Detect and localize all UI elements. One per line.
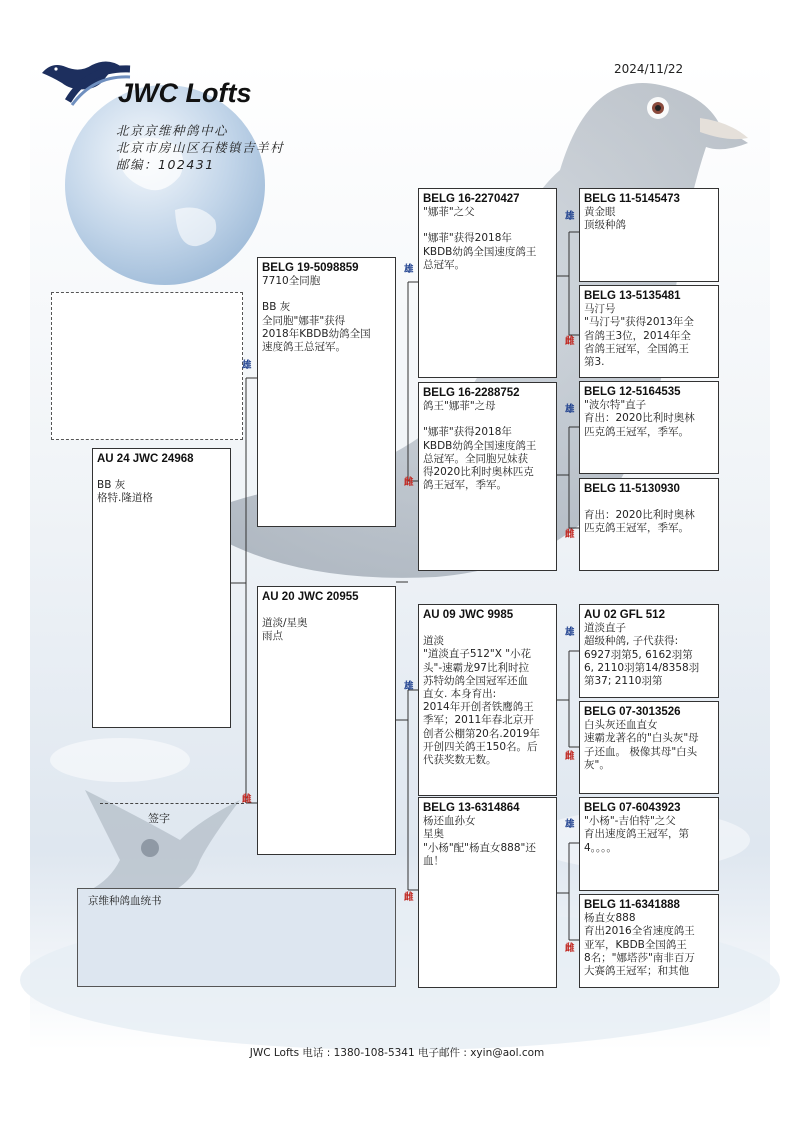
dsd-card[interactable] bbox=[579, 701, 719, 794]
female-mark: 雌 bbox=[565, 336, 575, 347]
signature-label: 签字 bbox=[148, 812, 170, 825]
card-line: 8名；"娜塔莎"南非百万 bbox=[584, 951, 695, 964]
ring-number: BELG 07-6043923 bbox=[584, 802, 681, 814]
card-line: "波尔特"直子 bbox=[584, 399, 647, 412]
certificate-label: 京维种鸽血统书 bbox=[88, 895, 162, 907]
card-line: 第37; 2110羽第 bbox=[584, 675, 663, 688]
sdd-card[interactable] bbox=[579, 478, 719, 571]
card-line: 速霸龙著名的"白头灰"母 bbox=[584, 732, 699, 745]
card-line: 子还血。 极像其母"白头 bbox=[584, 745, 698, 758]
card-line: 苏特幼鸽全国冠军还血 bbox=[423, 674, 528, 687]
card-line: 6, 2110羽第14/8358羽 bbox=[584, 661, 700, 674]
sire-sire-card[interactable] bbox=[418, 188, 557, 378]
card-line: "小杨"-吉伯特"之父 bbox=[584, 815, 676, 828]
card-line: 育出速度鸽王冠军，第 bbox=[584, 828, 689, 841]
dds-card[interactable] bbox=[579, 797, 719, 891]
address-line-1: 北京京维种鸽中心 bbox=[116, 123, 229, 138]
card-line: 省鸽王冠军，全国鸽王 bbox=[584, 342, 689, 355]
male-mark: 雄 bbox=[404, 264, 414, 275]
address-line-3: 邮编：102431 bbox=[116, 157, 215, 172]
card-line: "娜菲"获得2018年 bbox=[423, 232, 512, 245]
ring-number: AU 02 GFL 512 bbox=[584, 609, 665, 621]
card-line: 马汀号 bbox=[584, 303, 616, 316]
card-line: BB 灰 bbox=[262, 301, 291, 314]
card-line bbox=[584, 496, 714, 509]
ring-number: BELG 07-3013526 bbox=[584, 706, 681, 718]
card-line: 开创四关鸽王150名。后 bbox=[423, 740, 538, 753]
card-line: 代获奖数无数。 bbox=[423, 754, 497, 767]
card-line: 匹克鸽王冠军，季军。 bbox=[584, 522, 689, 535]
card-line: 育出2016全省速度鸽王 bbox=[584, 925, 695, 938]
card-line: 速度鸽王总冠军。 bbox=[262, 341, 346, 354]
card-line: 亚军，KBDB全国鸽王 bbox=[584, 938, 687, 951]
card-line: 雨点 bbox=[262, 630, 283, 643]
card-line: 杨还血孙女 bbox=[423, 815, 476, 828]
brand-name: JWC Lofts bbox=[118, 78, 252, 108]
card-line: 创者公棚第20名.2019年 bbox=[423, 727, 540, 740]
card-line: 道淡直子 bbox=[584, 622, 626, 635]
card-line: 得2020比利时奥林匹克 bbox=[423, 466, 534, 479]
ring-number: BELG 12-5164535 bbox=[584, 386, 681, 398]
ssd-card[interactable] bbox=[579, 285, 719, 378]
ring-number: BELG 11-6341888 bbox=[584, 899, 680, 911]
card-line: "娜菲"之父 bbox=[423, 206, 475, 219]
ring-number: BELG 11-5145473 bbox=[584, 193, 680, 205]
card-line: 第3. bbox=[584, 356, 605, 369]
card-line: KBDB幼鸽全国速度鸽王 bbox=[423, 245, 537, 258]
card-line: KBDB幼鸽全国速度鸽王 bbox=[423, 439, 537, 452]
card-line: 头"-速霸龙97比利时拉 bbox=[423, 661, 529, 674]
card-line: 直女. 本身育出: bbox=[423, 688, 497, 701]
dam-sire-card[interactable] bbox=[418, 604, 557, 796]
card-line: 顶级种鸽 bbox=[584, 219, 626, 232]
card-line bbox=[423, 413, 552, 426]
dam-dam-card[interactable] bbox=[418, 797, 557, 988]
card-line: 2018年KBDB幼鸽全国 bbox=[262, 327, 371, 340]
footer-contact: JWC Lofts 电话 : 1380-108-5341 电子邮件 : xyin@aol.com bbox=[249, 1047, 545, 1059]
sire-card[interactable] bbox=[257, 257, 396, 527]
male-mark: 雄 bbox=[404, 681, 414, 692]
card-line: 灰"。 bbox=[584, 758, 610, 771]
card-line: 总冠军。 bbox=[423, 258, 465, 271]
card-line: 道淡/星奥 bbox=[262, 617, 308, 630]
card-line: 道淡 bbox=[423, 635, 444, 648]
card-line: 育出：2020比利时奥林 bbox=[584, 509, 695, 522]
card-line: 鸽王"娜菲"之母 bbox=[423, 400, 496, 413]
female-mark: 雌 bbox=[565, 943, 575, 954]
card-line: 总冠军。全同胞兄妹获 bbox=[423, 452, 528, 465]
female-mark: 雌 bbox=[404, 477, 414, 488]
signature-line bbox=[100, 803, 244, 804]
card-line bbox=[262, 288, 391, 301]
female-mark: 雌 bbox=[242, 794, 252, 805]
card-line: 育出：2020比利时奥林 bbox=[584, 412, 695, 425]
card-line: 杨直女888 bbox=[584, 912, 636, 925]
card-line: 2014年开创者铁鹰鸽王 bbox=[423, 701, 534, 714]
card-line: 7710全同胞 bbox=[262, 275, 321, 288]
card-line: 6927羽第5, 6162羽第 bbox=[584, 648, 693, 661]
card-line bbox=[97, 466, 226, 479]
card-line bbox=[423, 622, 552, 635]
card-line bbox=[423, 219, 552, 232]
ring-number: BELG 11-5130930 bbox=[584, 483, 680, 495]
female-mark: 雌 bbox=[565, 751, 575, 762]
card-line: 白头灰还血直女 bbox=[584, 719, 658, 732]
male-mark: 雄 bbox=[565, 211, 575, 222]
card-line: 超级种鸽, 子代获得: bbox=[584, 635, 679, 648]
card-line: 省鸽王3位，2014年全 bbox=[584, 329, 691, 342]
ring-number: BELG 19-5098859 bbox=[262, 262, 359, 274]
ring-number: AU 20 JWC 20955 bbox=[262, 591, 359, 603]
certificate-box bbox=[77, 888, 396, 987]
female-mark: 雌 bbox=[404, 892, 414, 903]
ring-number: BELG 16-2270427 bbox=[423, 193, 520, 205]
date-text: 2024/11/22 bbox=[614, 62, 684, 76]
card-line: 大赛鸽王冠军；和其他 bbox=[584, 965, 689, 978]
card-line bbox=[262, 604, 391, 617]
ring-number: BELG 16-2288752 bbox=[423, 387, 520, 399]
ring-number: BELG 13-6314864 bbox=[423, 802, 520, 814]
ddd-card[interactable] bbox=[579, 894, 719, 988]
card-line: "娜菲"获得2018年 bbox=[423, 426, 512, 439]
card-line: 星奥 bbox=[423, 828, 444, 841]
male-mark: 雄 bbox=[565, 404, 575, 415]
address-line-2: 北京市房山区石楼镇吉羊村 bbox=[116, 140, 285, 155]
female-mark: 雌 bbox=[565, 529, 575, 540]
card-line: 黄金眼 bbox=[584, 206, 616, 219]
card-line: 匹克鸽王冠军，季军。 bbox=[584, 425, 689, 438]
card-line: 血！ bbox=[423, 854, 444, 867]
sds-card[interactable] bbox=[579, 381, 719, 474]
sire-dam-card[interactable] bbox=[418, 382, 557, 571]
card-line: 4。。。。 bbox=[584, 841, 617, 854]
sss-card[interactable] bbox=[579, 188, 719, 282]
card-line: "小杨"配"杨直女888"还 bbox=[423, 841, 536, 854]
card-line: 格特.隆道格 bbox=[97, 492, 153, 505]
dss-card[interactable] bbox=[579, 604, 719, 698]
ring-number: BELG 13-5135481 bbox=[584, 290, 681, 302]
male-mark: 雄 bbox=[242, 360, 252, 371]
subject-card[interactable] bbox=[92, 448, 231, 728]
ring-number: AU 09 JWC 9985 bbox=[423, 609, 514, 621]
card-line: BB 灰 bbox=[97, 479, 126, 492]
ring-number: AU 24 JWC 24968 bbox=[97, 453, 194, 465]
card-line: 鸽王冠军，季军。 bbox=[423, 479, 507, 492]
male-mark: 雄 bbox=[565, 819, 575, 830]
card-line: 季军；2011年春北京开 bbox=[423, 714, 534, 727]
dam-card[interactable] bbox=[257, 586, 396, 855]
card-line: "道淡直子512"X "小花 bbox=[423, 648, 532, 661]
card-line: "马汀号"获得2013年全 bbox=[584, 316, 694, 329]
male-mark: 雄 bbox=[565, 627, 575, 638]
card-line: 全同胞"娜菲"获得 bbox=[262, 314, 346, 327]
